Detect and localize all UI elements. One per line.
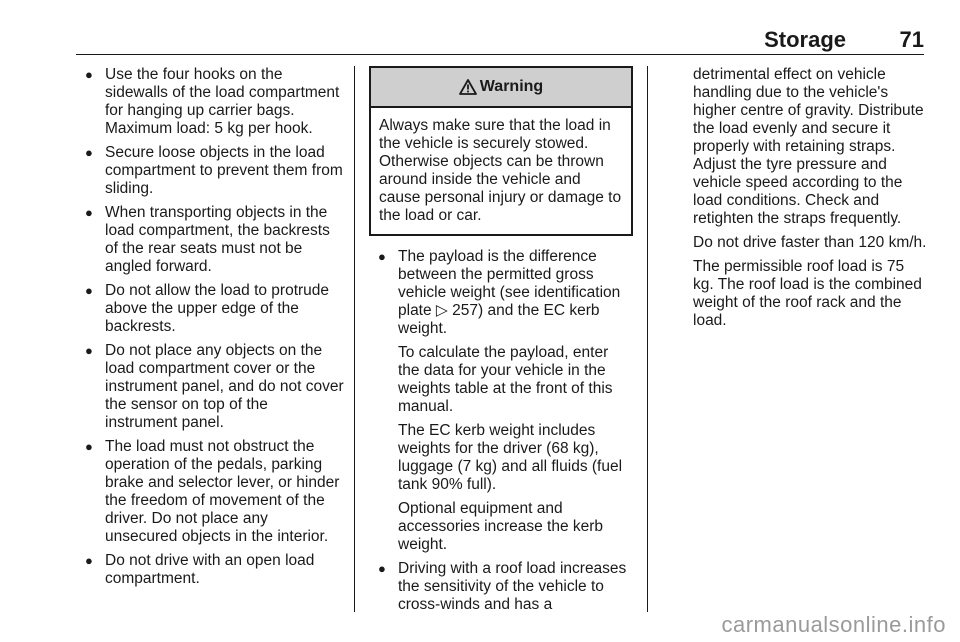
list-item [76,144,344,198]
list-item-text: Use the four hooks on the sidewalls of the load compartment for hanging up carrier bags. Maximum load: 5 kg per hook. [105,66,340,137]
column-middle [369,66,633,620]
bullet-icon: ● [378,249,386,264]
bullet-icon: ● [85,439,93,454]
warning-text: Always make sure that the load in the vehicle is securely stowed. Otherwise objects can be thrown around inside the vehicle and cause personal injury or damage to the load or car. [379,117,622,224]
list-item-text: Secure loose objects in the load compartment to prevent them from sliding. [105,144,343,197]
roof-load-handling-paragraph: detrimental effect on vehicle handling due to the vehicle's higher centre of gravity. Distribute the load evenly and secure it properly with retaining straps. Adjust the tyre pressure and vehicle speed according to the load conditions. Check and retighten the straps frequently. [693,66,924,227]
optional-equipment-note: Optional equipment and accessories increase the kerb weight. [398,500,604,553]
list-item-text: Do not drive with an open load compartment. [105,552,315,587]
payload-calculation-note: To calculate the payload, enter the data for your vehicle in the weights table at the front of this manual. [398,344,613,415]
column-divider-right [647,66,648,612]
bullet-icon: ● [85,283,93,298]
list-item-text: When transporting objects in the load compartment, the backrests of the rear seats must not be angled forward. [105,204,330,275]
page-header [76,28,924,55]
list-item-text: The payload is the difference between the permitted gross vehicle weight (see identification plate [398,248,621,319]
bullet-icon: ● [85,205,93,220]
bullet-icon: ● [85,553,93,568]
warning-triangle-icon [459,79,477,95]
list-item [76,438,344,546]
list-item [369,248,633,554]
page-number: 71 [899,27,924,52]
loading-instructions-list [76,66,344,588]
list-item [76,552,344,588]
page-reference-arrow-icon: ▷ [435,302,448,319]
warning-box [369,66,633,236]
bullet-icon: ● [85,343,93,358]
list-item [76,204,344,276]
roof-load-limit-paragraph: The permissible roof load is 75 kg. The roof load is the combined weight of the roof rack and the load. [693,258,922,329]
list-item-text-end: ) and the EC kerb weight. [398,302,600,337]
bullet-icon: ● [85,145,93,160]
list-item [369,560,633,614]
speed-limit-paragraph: Do not drive faster than 120 km/h. [693,234,927,251]
list-item [76,66,344,138]
bullet-icon: ● [378,561,386,576]
payload-list [369,248,633,614]
list-item [76,282,344,336]
warning-header [371,68,631,108]
watermark: carmanualsonline.info [721,612,946,637]
warning-title: Warning [479,78,544,95]
kerb-weight-note: The EC kerb weight includes weights for the driver (68 kg), luggage (7 kg) and all fluids (fuel tank 90% full). [398,422,623,493]
section-title: Storage [764,27,846,52]
column-right [693,66,929,336]
list-item-text: Driving with a roof load increases the sensitivity of the vehicle to cross-winds and has a [398,560,627,613]
page-reference-link[interactable]: 257 [452,302,479,319]
list-item-text: Do not place any objects on the load compartment cover or the instrument panel, and do not cover the sensor on top of the instrument panel. [105,342,344,431]
list-item-text: The load must not obstruct the operation of the pedals, parking brake and selector lever, or hinder the freedom of movement of the driver. Do not place any unsecured objects in the interior. [105,438,340,545]
bullet-icon: ● [85,67,93,82]
column-left [76,66,344,594]
column-divider-left [354,66,355,612]
list-item-text: Do not allow the load to protrude above the upper edge of the backrests. [105,282,330,335]
list-item [76,342,344,432]
